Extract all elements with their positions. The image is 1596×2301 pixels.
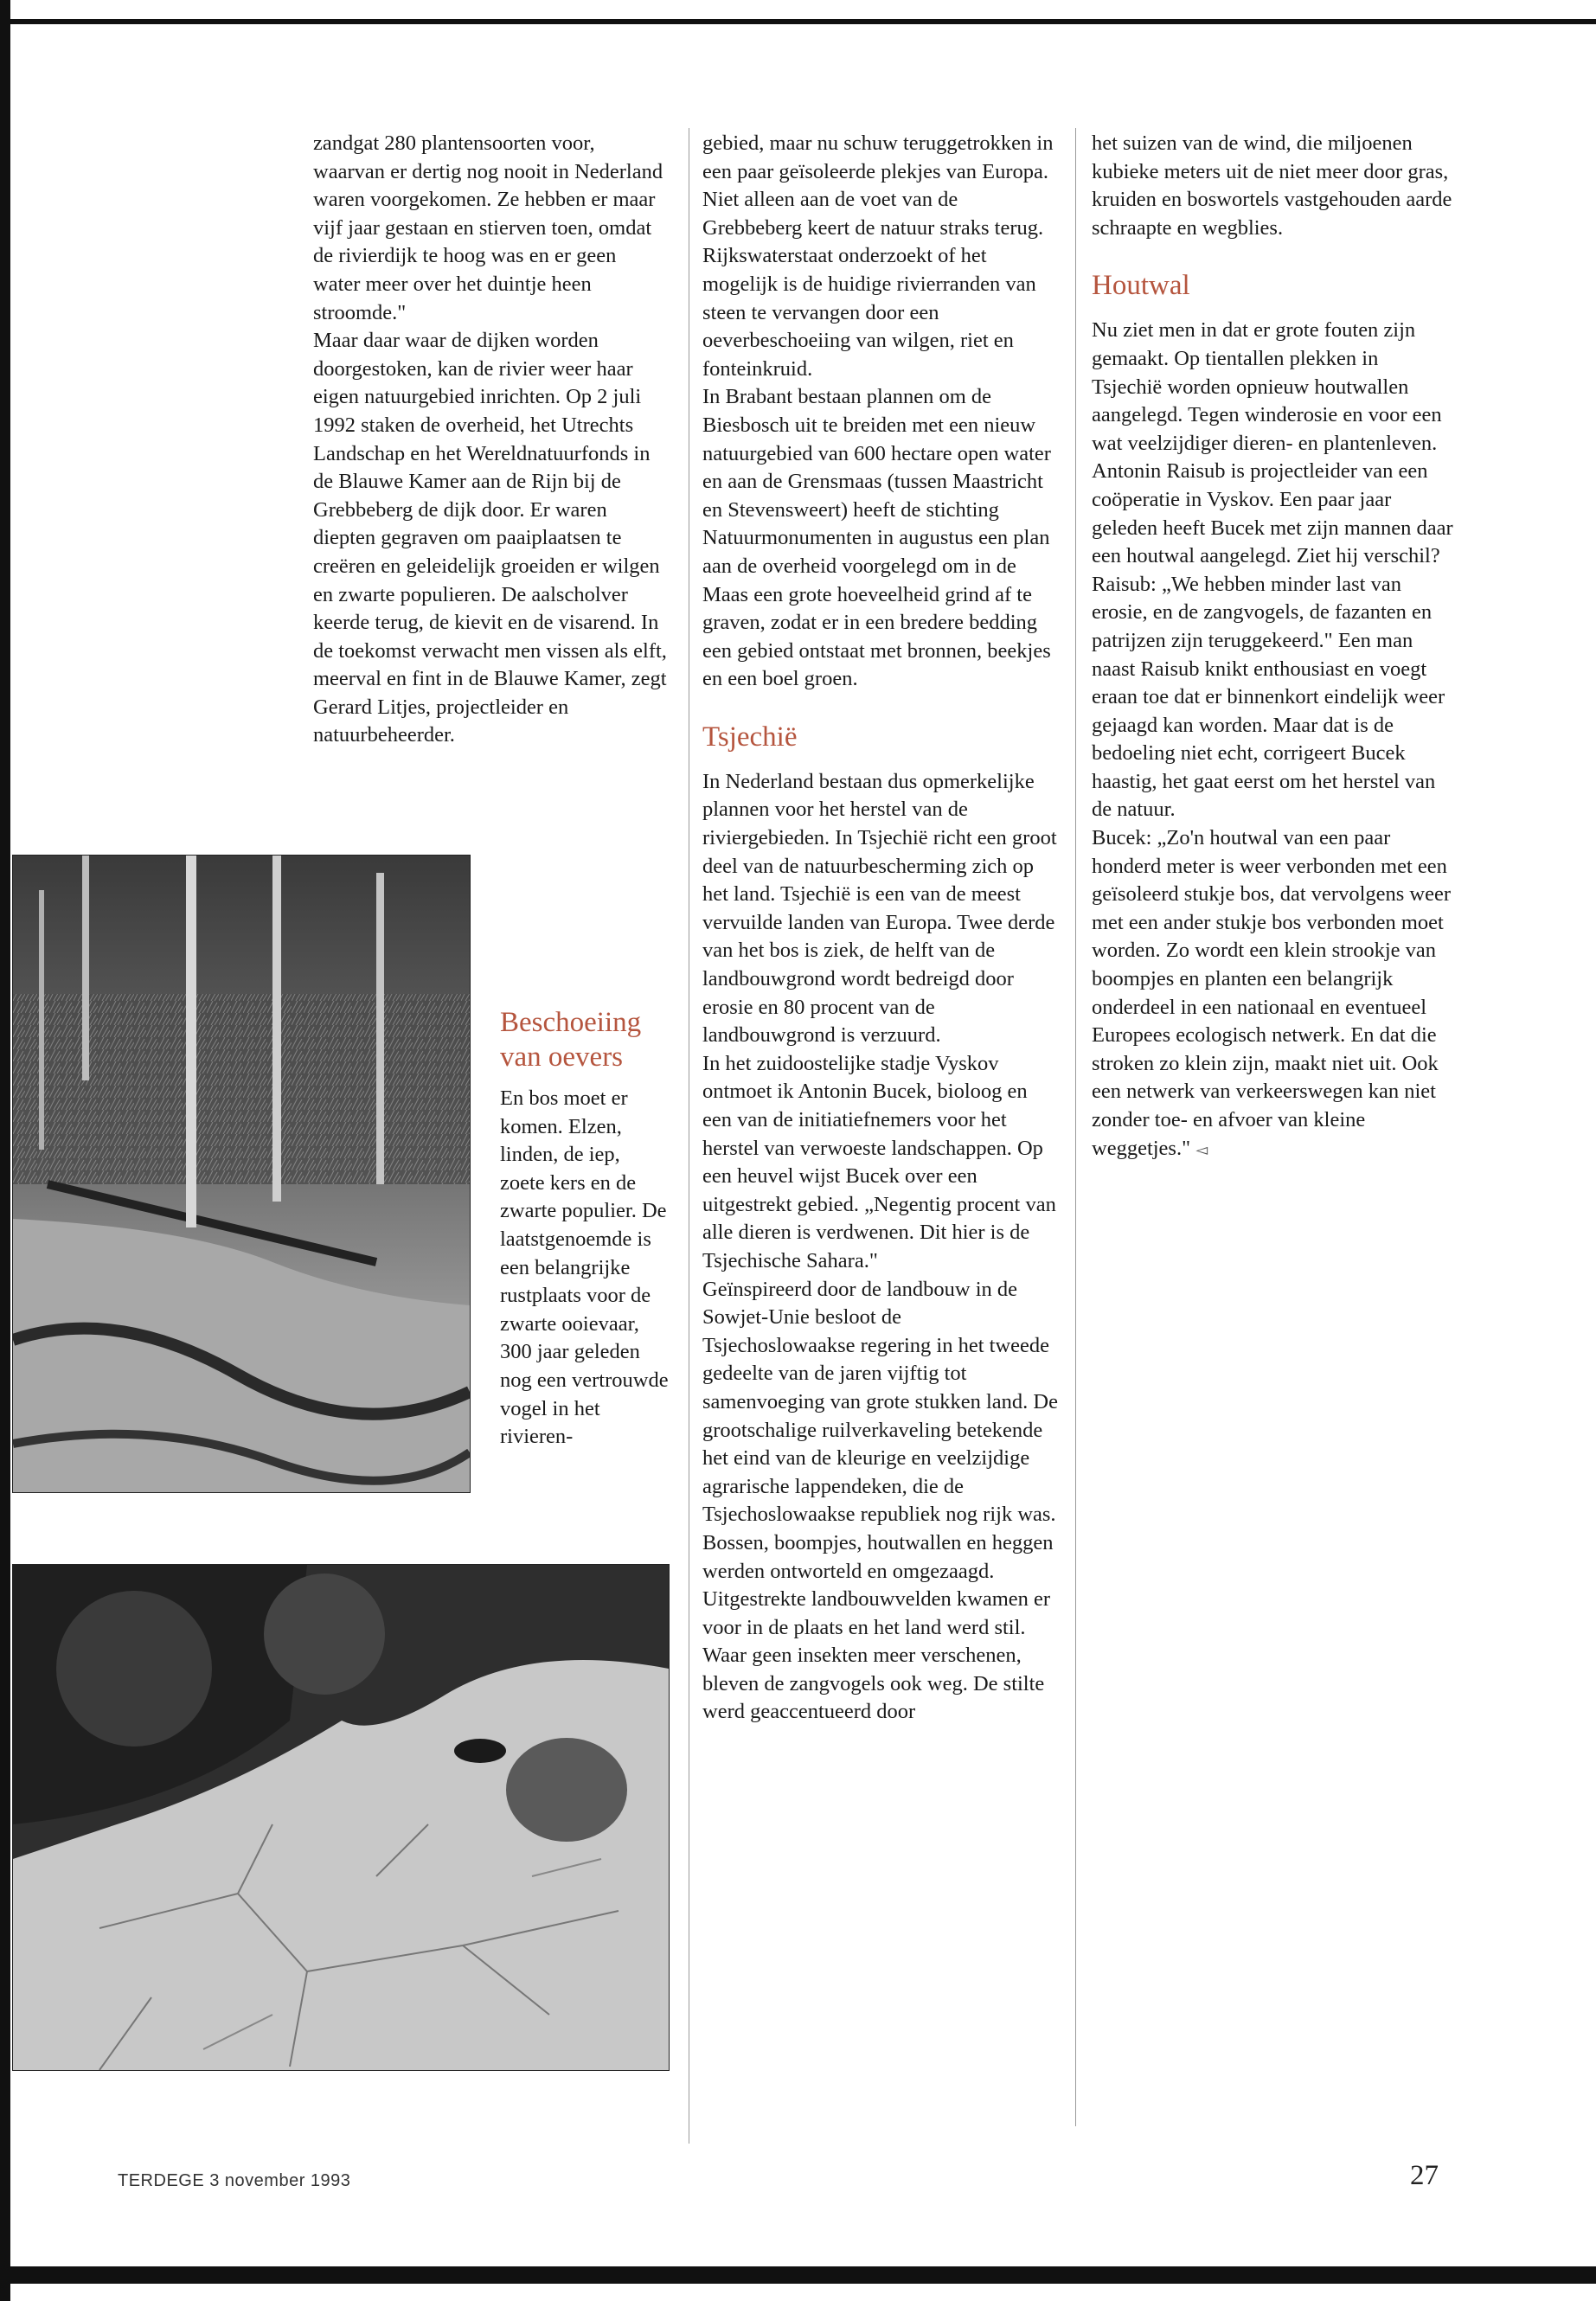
column-2-paragraph-3: In Brabant bestaan plannen om de Biesbosch uit te breiden met een nieuw natuurgebied van 600 hectare open water en aan de Grensmaas (tussen Maastricht en Stevensweert) heeft de stichting Natuurmonumenten in augustus een plan aan de overheid voorgelegd om in de Maas een grote hoeveelheid grind af te graven, zodat er in een bredere bedding een gebied ontstaat met bronnen, beekjes en een boel groen. bbox=[702, 385, 1051, 691]
column-2-paragraph-1: gebied, maar nu schuw teruggetrokken in een paar geïsoleerde plekjes van Europa. bbox=[702, 131, 1054, 183]
column-1-top bbox=[313, 130, 668, 750]
section-heading-houtwal: Houtwal bbox=[1092, 270, 1190, 302]
section-heading-beschoeiing: Beschoeiing van oevers bbox=[500, 1007, 642, 1073]
column-3 bbox=[1092, 130, 1453, 1163]
column-3-paragraph-3-text: Bucek: „Zo'n houtwal van een paar honderd meter is weer verbonden met een geïsoleerd stukje bos, dat vervolgens weer met een ander stukje bos verbonden moet worden. Zo wordt een klein strookje van boompjes en planten een belangrijk onderdeel in een nationaal en eventueel Europees ecologisch netwerk. En dat die stroken zo klein zijn, maakt niet uit. Ook een netwerk van verkeerswegen kan niet zonder toe- en afvoer van kleine weggetjes." bbox=[1092, 826, 1452, 1160]
end-of-article-icon: ◅ bbox=[1195, 1140, 1208, 1158]
page-number: 27 bbox=[1410, 2160, 1439, 2191]
column-2-paragraph-4: In Nederland bestaan dus opmerkelijke plannen voor het herstel van de riviergebieden. In Tsjechië richt een groot deel van de natuurbescherming zich op het land. Tsjechië is een van de meest vervuilde landen van Europa. Twee derde van het bos is ziek, de helft van de landbouwgrond wordt bedreigd door erosie en 80 procent van de landbouwgrond is verzuurd. bbox=[702, 769, 1057, 1048]
page-border-bottom bbox=[0, 2266, 1596, 2284]
column-rule-2 bbox=[1075, 128, 1076, 2126]
column-2-paragraph-2: Niet alleen aan de voet van de Grebbeberg keert de natuur straks terug. Rijkswaterstaat onderzoekt of het mogelijk is de huidige rivierranden van steen te vervangen door een oeverbeschoeiing van wilgen, riet en fonteinkruid. bbox=[702, 188, 1044, 381]
column-1-paragraph-3: En bos moet er komen. Elzen, linden, de iep, zoete kers en de zwarte populier. De laatstgenoemde is een belangrijke rustplaats voor de zwarte ooievaar, 300 jaar geleden nog een vertrouwde vogel in het rivieren- bbox=[500, 1086, 669, 1449]
page-border-left bbox=[0, 0, 10, 2301]
column-1-paragraph-1: zandgat 280 plantensoorten voor, waarvan er dertig nog nooit in Nederland waren voorgekomen. Ze hebben er maar vijf jaar gestaan en stierven toen, omdat de rivierdijk te hoog was en er geen water meer over het duintje heen stroomde." bbox=[313, 131, 663, 324]
section-heading-tsjechie: Tsjechië bbox=[702, 721, 798, 753]
page-border-top bbox=[0, 19, 1596, 24]
column-3-paragraph-1: het suizen van de wind, die miljoenen kubieke meters uit de niet meer door gras, kruiden en boswortels vastgehouden aarde schraapte en wegblies. bbox=[1092, 131, 1452, 240]
column-1-paragraph-2: Maar daar waar de dijken worden doorgestoken, kan de rivier weer haar eigen natuurgebied inrichten. Op 2 juli 1992 staken de overheid, het Utrechts Landschap en het Wereldnatuurfonds in de Blauwe Kamer aan de Rijn bij de Grebbeberg de dijk door. Er waren diepten gegraven om paaiplaatsen te creëren en geleidelijk groeiden er wilgen en zwarte populieren. De aalscholver keerde terug, de kievit en de visarend. In de toekomst verwacht men vissen als elft, meerval en fint in de Blauwe Kamer, zegt Gerard Litjes, projectleider en natuurbeheerder. bbox=[313, 329, 667, 747]
photo-cracked-ground-image bbox=[13, 1565, 669, 2070]
column-2-paragraph-5: In het zuidoostelijke stadje Vyskov ontmoet ik Antonin Bucek, bioloog en een van de initiatiefnemers voor het herstel van verwoeste landschappen. Op een heuvel wijst Bucek over een uitgestrekt gebied. „Negentig procent van alle dieren is verdwenen. Dit hier is de Tsjechische Sahara." bbox=[702, 1051, 1056, 1272]
photo-wooded-marsh-image bbox=[13, 856, 470, 1492]
column-2 bbox=[702, 130, 1059, 1727]
photo-cracked-ground bbox=[12, 1564, 670, 2071]
column-3-paragraph-2: Nu ziet men in dat er grote fouten zijn gemaakt. Op tientallen plekken in Tsjechië worden opnieuw houtwallen aangelegd. Tegen winderosie en voor een wat veelzijdiger dieren- en plantenleven. Antonin Raisub is projectleider van een coöperatie in Vyskov. Een paar jaar geleden heeft Bucek met zijn mannen daar een houtwal aangelegd. Ziet hij verschil? Raisub: „We hebben minder last van erosie, en de zangvogels, de fazanten en patrijzen zijn teruggekeerd." Een man naast Raisub knikt enthousiast en voegt eraan toe dat er binnenkort eindelijk weer gejaagd kan worden. Maar dat is de bedoeling niet echt, corrigeert Bucek haastig, het gaat eerst om het herstel van de natuur. bbox=[1092, 318, 1453, 822]
column-3-paragraph-3 bbox=[1092, 824, 1453, 1163]
column-1-side bbox=[500, 1005, 670, 1452]
footer-publication: TERDEGE 3 november 1993 bbox=[118, 2171, 351, 2190]
photo-wooded-marsh bbox=[12, 855, 471, 1493]
column-2-paragraph-6: Geïnspireerd door de landbouw in de Sowjet-Unie besloot de Tsjechoslowaakse regering in het tweede gedeelte van de jaren vijftig tot samenvoeging van grote stukken land. De grootschalige ruilverkaveling betekende het eind van de kleurige en veelzijdige agrarische lappendeken, die de Tsjechoslowaakse republiek nog rijk was. Bossen, boompjes, houtwallen en heggen werden ontworteld en omgezaagd. Uitgestrekte landbouwvelden kwamen er voor in de plaats en het land werd stil. Waar geen insekten meer verschenen, bleven de zangvogels ook weg. De stilte werd geaccentueerd door bbox=[702, 1277, 1058, 1724]
